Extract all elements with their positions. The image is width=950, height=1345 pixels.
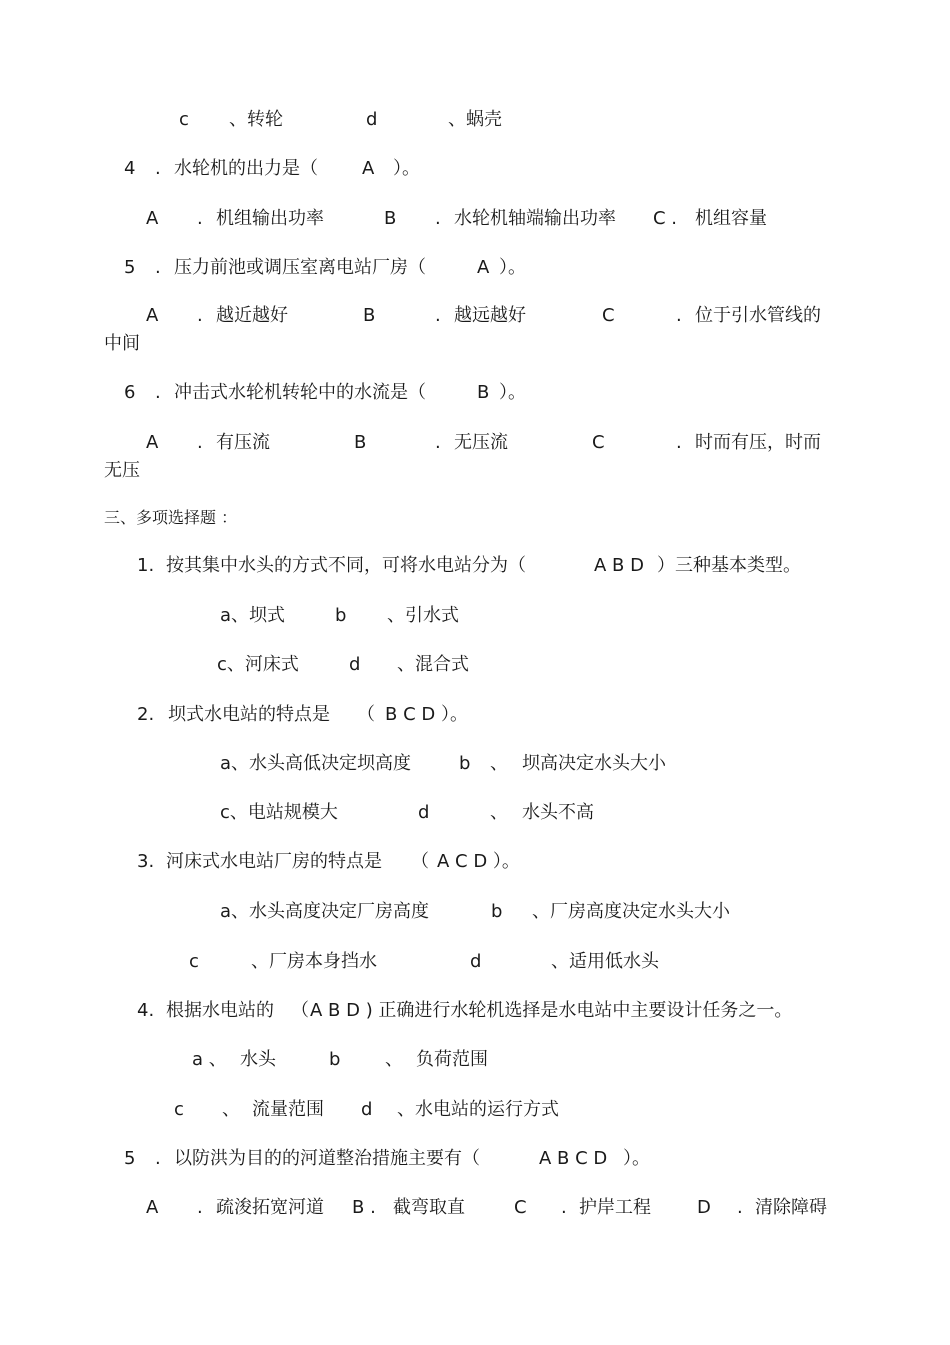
option-letter: c	[179, 109, 189, 130]
question-number: 5	[124, 1148, 136, 1169]
option-text: c、电站规模大	[220, 802, 338, 823]
option-letter: C	[592, 432, 605, 453]
answer-text: B C D ）。	[385, 704, 468, 725]
answer-text: A B D ) 正确进行水轮机选择是水电站中主要设计任务之一。	[310, 1000, 793, 1021]
question-number: 1.	[137, 555, 155, 576]
option-letter: a 、	[192, 1049, 227, 1070]
option-dot: .	[197, 1197, 203, 1218]
option-letter: d	[361, 1099, 373, 1120]
option-text: a、水头高低决定坝高度	[220, 753, 412, 774]
option-dot: .	[737, 1197, 743, 1218]
option-text: 、厂房本身挡水	[251, 951, 377, 972]
option-text: c、河床式	[217, 654, 299, 675]
question-text: 压力前池或调压室离电站厂房（	[174, 257, 426, 278]
option-letter: A	[146, 1197, 159, 1218]
option-text: 、混合式	[397, 654, 469, 675]
option-text-continued: 中间	[104, 333, 140, 354]
question-text: 以防洪为目的的河道整治措施主要有（	[174, 1148, 480, 1169]
question-text: ）。	[393, 158, 420, 179]
option-text: 、蜗壳	[448, 109, 502, 130]
question-text: 河床式水电站厂房的特点是	[166, 851, 382, 872]
option-text: 越近越好	[216, 305, 288, 326]
option-dot: .	[197, 208, 203, 229]
option-text: 越远越好	[454, 305, 526, 326]
option-text: 疏浚拓宽河道	[216, 1197, 324, 1218]
option-letter: C	[514, 1197, 527, 1218]
option-dot: .	[435, 208, 441, 229]
question-text: ）三种基本类型。	[657, 555, 801, 576]
option-text: 、	[490, 802, 508, 823]
question-dot: .	[155, 382, 161, 403]
option-text: 水头不高	[522, 802, 594, 823]
option-text: 、适用低水头	[551, 951, 659, 972]
option-dot: .	[435, 305, 441, 326]
question-number: 6	[124, 382, 136, 403]
question-dot: .	[155, 257, 161, 278]
option-text: 水头	[240, 1049, 276, 1070]
question-number: 2.	[137, 704, 155, 725]
option-letter: d	[349, 654, 361, 675]
option-text: 护岸工程	[579, 1197, 651, 1218]
option-letter: D	[697, 1197, 711, 1218]
answer-text: A B C D	[539, 1148, 608, 1169]
option-text: 、水电站的运行方式	[397, 1099, 559, 1120]
option-letter: d	[366, 109, 378, 130]
option-text: 、引水式	[387, 605, 459, 626]
question-text: ）。	[499, 382, 526, 403]
option-dot: .	[676, 432, 682, 453]
question-number: 4	[124, 158, 136, 179]
question-text: 根据水电站的	[166, 1000, 274, 1021]
option-letter: c	[189, 951, 199, 972]
answer-text: A C D ）。	[437, 851, 520, 872]
option-letter: C .	[653, 208, 678, 229]
option-text: 机组输出功率	[216, 208, 324, 229]
question-number: 5	[124, 257, 136, 278]
option-text: 有压流	[216, 432, 270, 453]
option-dot: .	[676, 305, 682, 326]
question-number: 4.	[137, 1000, 155, 1021]
option-text: 、	[385, 1049, 403, 1070]
option-text: 无压流	[454, 432, 508, 453]
question-dot: .	[155, 158, 161, 179]
option-dot: .	[197, 432, 203, 453]
answer-text: A	[477, 257, 490, 278]
option-text: 机组容量	[695, 208, 767, 229]
option-text: 时而有压，时而	[695, 432, 821, 453]
option-text: 清除障碍	[755, 1197, 827, 1218]
question-text: 按其集中水头的方式不同，可将水电站分为（	[166, 555, 526, 576]
section-heading: 三、多项选择题 ：	[104, 508, 238, 527]
option-dot: .	[435, 432, 441, 453]
option-letter: B .	[352, 1197, 376, 1218]
option-text: 、转轮	[229, 109, 283, 130]
option-text-continued: 无压	[104, 460, 140, 481]
option-text: 坝高决定水头大小	[522, 753, 666, 774]
answer-text: B	[477, 382, 490, 403]
option-letter: B	[363, 305, 376, 326]
option-dot: .	[197, 305, 203, 326]
option-letter: b	[329, 1049, 341, 1070]
option-text: a、坝式	[220, 605, 286, 626]
option-letter: B	[384, 208, 397, 229]
question-text: 坝式水电站的特点是	[168, 704, 330, 725]
question-text: （	[291, 1000, 309, 1021]
option-letter: b	[459, 753, 471, 774]
question-text: 冲击式水轮机转轮中的水流是（	[174, 382, 426, 403]
option-text: 水轮机轴端输出功率	[454, 208, 616, 229]
option-text: a、水头高度决定厂房高度	[220, 901, 430, 922]
answer-text: A B D	[594, 555, 644, 576]
option-letter: d	[418, 802, 430, 823]
question-text: 水轮机的出力是（	[174, 158, 318, 179]
option-letter: B	[354, 432, 367, 453]
option-letter: A	[146, 305, 159, 326]
option-dot: .	[561, 1197, 567, 1218]
option-text: 负荷范围	[416, 1049, 488, 1070]
option-text: 位于引水管线的	[695, 305, 821, 326]
option-letter: d	[470, 951, 482, 972]
option-letter: A	[146, 432, 159, 453]
option-letter: C	[602, 305, 615, 326]
question-text: （	[357, 704, 375, 725]
option-letter: A	[146, 208, 159, 229]
option-text: 、	[490, 753, 508, 774]
question-dot: .	[155, 1148, 161, 1169]
answer-text: A	[362, 158, 375, 179]
question-text: （	[411, 851, 429, 872]
option-letter: c	[174, 1099, 184, 1120]
option-letter: b	[491, 901, 503, 922]
question-number: 3.	[137, 851, 155, 872]
option-text: 、	[222, 1099, 240, 1120]
option-text: 流量范围	[252, 1099, 324, 1120]
option-letter: b	[335, 605, 347, 626]
question-text: ）。	[623, 1148, 650, 1169]
option-text: 截弯取直	[393, 1197, 465, 1218]
option-text: 、厂房高度决定水头大小	[532, 901, 730, 922]
question-text: ）。	[499, 257, 526, 278]
